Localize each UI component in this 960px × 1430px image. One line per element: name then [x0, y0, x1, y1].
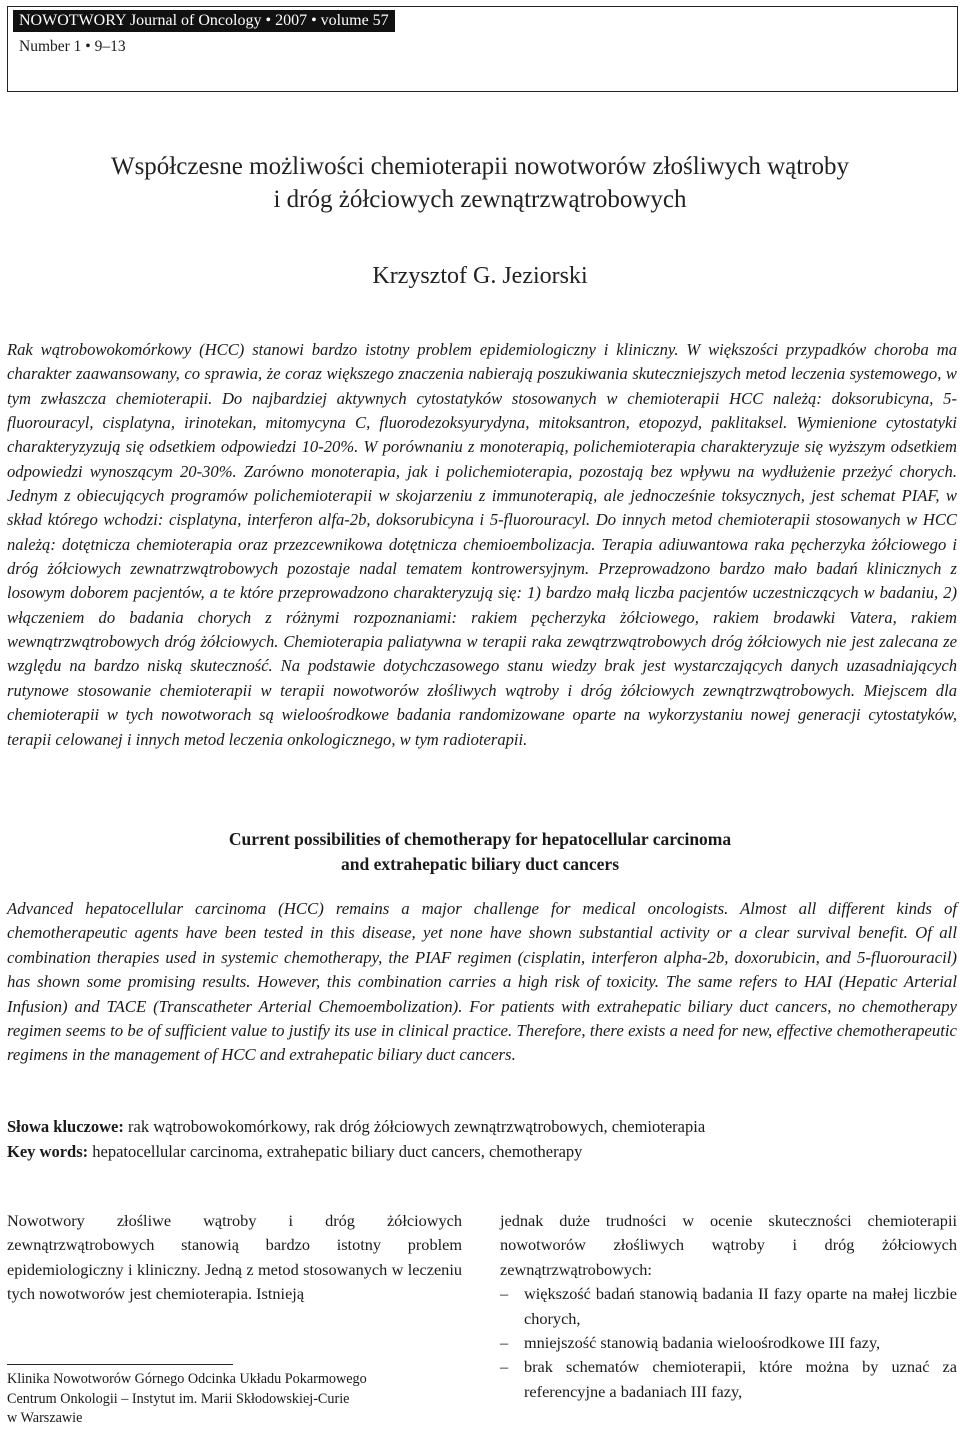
keywords-polish-text: rak wątrobowokomórkowy, rak dróg żółciowych zewnątrzwątrobowych, chemioterapia: [123, 1117, 706, 1136]
list-item: – brak schematów chemioterapii, które można by uznać za referencyjne a badaniach III fazy,: [500, 1355, 957, 1404]
abstract-english: Advanced hepatocellular carcinoma (HCC) remains a major challenge for medical oncologists. Almost all different kinds of chemotherapeutic agents have been tested in this disease, yet none have shown substantial activity or a clear survival benefit. Of all combination therapies used in systemic chemotherapy, the PIAF regimen (cisplatin, interferon alpha-2b, doxorubicin, and 5-fluorouracil) has shown some promising results. However, this combination carries a high risk of toxicity. The same refers to HAI (Hepatic Arterial Infusion) and TACE (Transcatheter Arterial Chemoembolization). For patients with extrahepatic biliary duct cancers, no chemotherapy regimen seems to be of sufficient value to justify its use in clinical practice. Therefore, there exists a need for new, effective chemotherapeutic regimens in the management of HCC and extrahepatic biliary duct cancers.: [7, 899, 957, 1065]
affiliation-line-1: Klinika Nowotworów Górnego Odcinka Układu Pokarmowego: [7, 1371, 367, 1387]
affiliation-line-3: w Warszawie: [7, 1410, 83, 1426]
abstract-polish: Rak wątrobowokomórkowy (HCC) stanowi bardzo istotny problem epidemiologiczny i kliniczny. W większości przypadków choroba ma charakter zaawansowany, co sprawia, że coraz większego znaczenia nabierają poszukiwania skuteczniejszych metod leczenia systemowego, w tym zwłaszcza chemioterapii. Do najbardziej aktywnych cytostatyków stosowanych w chemioterapii HCC należą: doksorubicyna, 5-fluorouracyl, cisplatyna, irinotekan, mitomycyna C, fluorodezoksyurydyna, mitoksantron, etopozyd, paklitaksel. Wymienione cytostatyki charakteryzyzują się odsetkiem odpowiedzi 10-20%. W porównaniu z monoterapią, polichemioterapia charakteryzuje się wyższym odsetkiem odpowiedzi wynoszącym 20-30%. Zarówno monoterapia, jak i polichemioterapia, pozostają bez wpływu na wydłużenie przeżyć chorych. Jednym z obiecujących programów polichemioterapii w skojarzeniu z immunoterapią, ale jednocześnie toksycznych, jest schemat PIAF, w skład którego wchodzi: cisplatyna, interferon alfa-2b, doksorubicyna i 5-fluorouracyl. Do innych metod chemioterapii stosowanych w HCC należą: dotętnicza chemioterapia oraz przezcewnikowa dotętnicza chemioembolizacja. Terapia adiuwantowa raka pęcherzyka żółciowego i dróg żółciowych zewnatrzwątrobowych pozostaje nadal tematem kontrowersyjnym. Przeprowadzono bardzo mało badań klinicznych z losowym doborem pacjentów, a te które przeprowadzono charakteryzują się: 1) bardzo małą liczba pacjentów uczestniczących w badaniu, 2) włączeniem do badania chorych z różnymi rozpoznaniami: rakiem pęcherzyka żółciowego, rakiem brodawki Vatera, rakiem wewnątrzwątrobowych dróg żółciowych. Chemioterapia paliatywna w terapii raka zewątrzwątrobowych dróg żółciowych nie jest zalecana ze względu na bardzo niską skuteczność. Na podstawie dotychczasowego stanu wiedzy brak jest wystarczających danych uzasadniających rutynowe stosowanie chemioterapii w terapii nowotworów złośliwych wątroby i dróg żółciowych zewnątrzwątrobowych. Miejscem dla chemioterapii w tych nowotworach są wieloośrodkowe badania randomizowane oparte na wykorzystaniu nowej generacji cytostatyków, terapii celowanej i innych metod leczenia onkologicznego, w tym radioterapii.: [7, 340, 957, 749]
article-title: [0, 150, 960, 216]
footnote-divider: [7, 1364, 233, 1365]
author: Krzysztof G. Jeziorski: [372, 263, 588, 289]
keywords-polish: [7, 1114, 957, 1139]
issue-line: Number 1 • 9–13: [19, 38, 126, 55]
english-title: [0, 827, 960, 877]
list-item: – mniejszość stanowią badania wieloośrodkowe III fazy,: [500, 1331, 957, 1355]
body-right-column: [500, 1209, 957, 1404]
keywords-polish-label: Słowa kluczowe:: [7, 1117, 124, 1136]
body-left-column: [7, 1209, 462, 1307]
journal-name-bar: NOWOTWORY Journal of Oncology • 2007 • volume 57: [13, 10, 395, 32]
body-left-paragraph: Nowotwory złośliwe wątroby i dróg żółciowych zewnątrzwątrobowych stanowią bardzo istotny problem epidemiologiczny i kliniczny. Jedną z metod stosowanych w leczeniu tych nowotworów jest chemioterapia. Istnieją: [7, 1211, 462, 1304]
difficulty-list: [500, 1282, 957, 1404]
english-title-line-2: and extrahepatic biliary duct cancers: [340, 854, 620, 874]
keywords-english-label: Key words:: [7, 1142, 89, 1161]
article-title-line-1: Współczesne możliwości chemioterapii nowotworów złośliwych wątroby: [110, 153, 849, 180]
affiliation-footnote: [7, 1370, 467, 1429]
affiliation-line-2: Centrum Onkologii – Instytut im. Marii Skłodowskiej-Curie: [7, 1390, 350, 1407]
list-item: – większość badań stanowią badania II fazy oparte na małej liczbie chorych,: [500, 1282, 957, 1331]
article-title-line-2: i dróg żółciowych zewnątrzwątrobowych: [273, 186, 687, 213]
english-title-line-1: Current possibilities of chemotherapy for hepatocellular carcinoma: [228, 829, 732, 849]
body-right-intro: jednak duże trudności w ocenie skuteczności chemioterapii nowotworów złośliwych wątroby i dróg żółciowych zewnątrzwątrobowych:: [500, 1211, 957, 1279]
keywords-english-text: hepatocellular carcinoma, extrahepatic biliary duct cancers, chemotherapy: [88, 1142, 583, 1161]
keywords-english: [7, 1139, 957, 1164]
keywords-block: [7, 1114, 957, 1164]
